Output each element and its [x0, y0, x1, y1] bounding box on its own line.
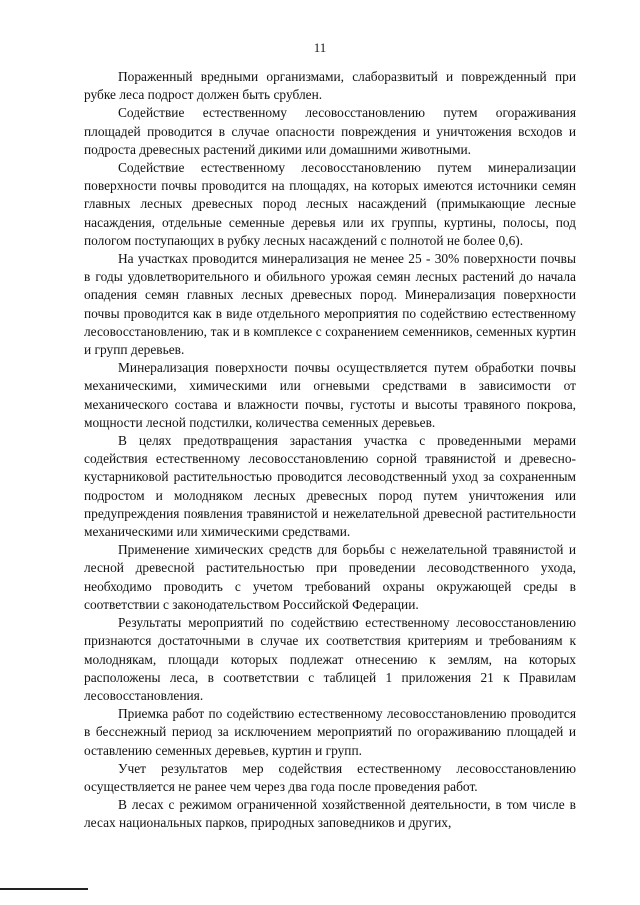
- paragraph: Применение химических средств для борьбы с нежелательной травянистой и лесной древесной растительностью при проведении лесоводственного ухода, необходимо проводить с учетом требований охраны окружающей среды в соответствии с законодательством Российской Федерации.: [84, 542, 576, 612]
- page-number: 11: [313, 40, 327, 55]
- paragraph: Содействие естественному лесовосстановлению путем минерализации поверхности почвы проводится на площадях, на которых имеются источники семян главных лесных древесных пород лесных насаждений (примыкающие лесные насаждения, отдельные семенные деревья или их группы, куртины, полосы, под пологом поступающих в рубку лесных насаждений с полнотой не более 0,6).: [84, 160, 576, 248]
- footer-divider: [0, 888, 88, 890]
- paragraph: Пораженный вредными организмами, слаборазвитый и поврежденный при рубке леса подрост должен быть срублен.: [84, 69, 576, 103]
- paragraph: Учет результатов мер содействия естественному лесовосстановлению осуществляется не ранее чем через два года после проведения работ.: [84, 760, 576, 794]
- document-body: [84, 68, 576, 833]
- paragraph: Содействие естественному лесовосстановлению путем огораживания площадей проводится в случае опасности повреждения и уничтожения всходов и подроста древесных растений дикими или домашними животными.: [84, 105, 576, 157]
- paragraph: Приемка работ по содействию естественному лесовосстановлению проводится в бесснежный период за исключением мероприятий по огораживанию площадей и оставлению семенных деревьев, куртин и групп.: [84, 706, 576, 758]
- paragraph: Минерализация поверхности почвы осуществляется путем обработки почвы механическими, химическими или огневыми средствами в зависимости от механического состава и влажности почвы, густоты и высоты травяного покрова, мощности лесной подстилки, количества семенных деревьев.: [84, 360, 576, 430]
- paragraph: На участках проводится минерализация не менее 25 - 30% поверхности почвы в годы удовлетворительного и обильного урожая семян лесных растений до начала опадения семян главных лесных древесных пород. Минерализация поверхности почвы проводится как в виде отдельного мероприятия по содействию естественному лесовосстановлению, так и в комплексе с сохранением семенников, семенных куртин и групп деревьев.: [84, 251, 576, 358]
- paragraph: Результаты мероприятий по содействию естественному лесовосстановлению признаются достаточными в случае их соответствия критериям и требованиям к молоднякам, площади которых подлежат отнесению к землям, на которых расположены леса, в соответствии с таблицей 1 приложения 21 к Правилам лесовосстановления.: [84, 615, 576, 703]
- paragraph: В целях предотвращения зарастания участка с проведенными мерами содействия естественному лесовосстановлению сорной травянистой и древесно-кустарниковой растительностью проводится лесоводственный уход за сохраненным подростом и молодняком лесных древесных пород путем уничтожения или предупреждения появления травянистой и нежелательной древесной растительности механическими или химическими средствами.: [84, 433, 576, 540]
- paragraph: В лесах с режимом ограниченной хозяйственной деятельности, в том числе в лесах национальных парков, природных заповедников и других,: [84, 797, 576, 831]
